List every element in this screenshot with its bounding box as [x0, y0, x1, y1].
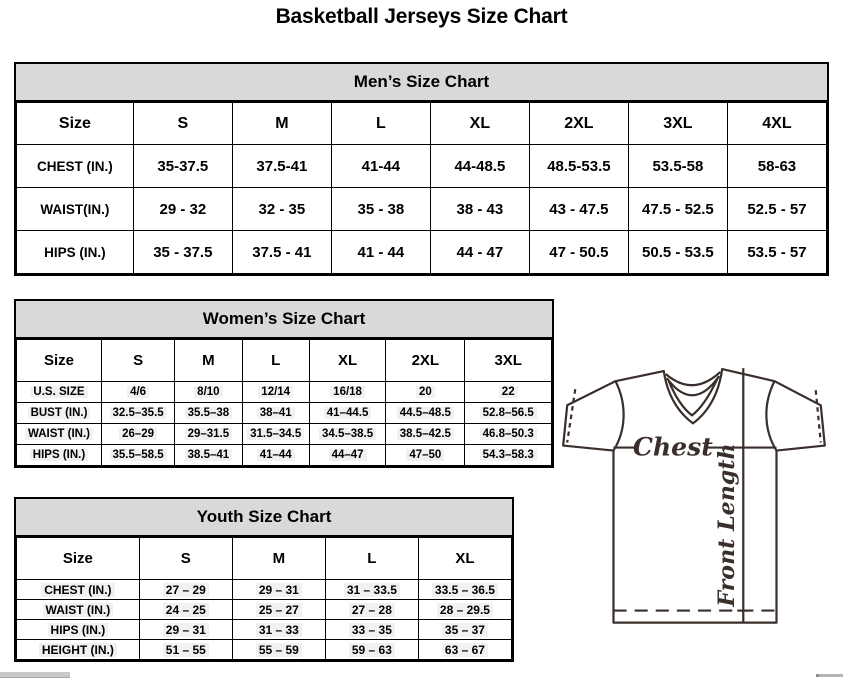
row-label: HIPS (IN.)	[17, 445, 102, 466]
size-header-row	[17, 538, 512, 580]
size-header-row	[17, 340, 552, 382]
value-cell: 32.5–35.5	[101, 403, 174, 424]
table-row	[17, 188, 827, 231]
value-cell: 31.5–34.5	[242, 424, 309, 445]
row-label: HIPS (IN.)	[17, 231, 134, 274]
size-header-row	[17, 103, 827, 145]
value-cell: 44–47	[309, 445, 385, 466]
mens-size-table	[16, 102, 827, 274]
value-cell: 4/6	[101, 382, 174, 403]
table-row	[17, 600, 512, 620]
value-cell: 35 - 38	[331, 188, 430, 231]
value-cell: 46.8–50.3	[465, 424, 552, 445]
row-label: BUST (IN.)	[17, 403, 102, 424]
value-cell: 41–44	[242, 445, 309, 466]
value-cell: 38.5–41	[175, 445, 242, 466]
page-title: Basketball Jerseys Size Chart	[275, 5, 568, 28]
value-cell: 35 - 37.5	[133, 231, 232, 274]
value-cell: 29 – 31	[139, 620, 232, 640]
value-cell: 35.5–58.5	[101, 445, 174, 466]
value-cell: 50.5 - 53.5	[628, 231, 727, 274]
value-cell: 16/18	[309, 382, 385, 403]
value-cell: 44 - 47	[430, 231, 529, 274]
womens-size-table	[16, 339, 552, 466]
row-label: HIPS (IN.)	[17, 620, 140, 640]
jersey-outline	[563, 369, 825, 623]
value-cell: 33 – 35	[325, 620, 418, 640]
col-header: M	[232, 538, 325, 580]
col-header: S	[133, 103, 232, 145]
value-cell: 35 – 37	[418, 620, 511, 640]
value-cell: 41-44	[331, 145, 430, 188]
value-cell: 38.5–42.5	[386, 424, 465, 445]
value-cell: 28 – 29.5	[418, 600, 511, 620]
value-cell: 12/14	[242, 382, 309, 403]
value-cell: 53.5-58	[628, 145, 727, 188]
col-header: L	[331, 103, 430, 145]
table-row	[17, 620, 512, 640]
youth-chart-title: Youth Size Chart	[16, 499, 512, 537]
value-cell: 31 – 33.5	[325, 580, 418, 600]
col-header: Size	[17, 340, 102, 382]
value-cell: 53.5 - 57	[727, 231, 826, 274]
col-header: Size	[17, 103, 134, 145]
value-cell: 37.5-41	[232, 145, 331, 188]
col-header: M	[175, 340, 242, 382]
col-header: L	[242, 340, 309, 382]
youth-size-table	[16, 537, 512, 660]
value-cell: 38–41	[242, 403, 309, 424]
col-header: Size	[17, 538, 140, 580]
col-header: 4XL	[727, 103, 826, 145]
value-cell: 52.8–56.5	[465, 403, 552, 424]
value-cell: 26–29	[101, 424, 174, 445]
table-row	[17, 382, 552, 403]
value-cell: 31 – 33	[232, 620, 325, 640]
row-label: WAIST (IN.)	[17, 424, 102, 445]
value-cell: 35-37.5	[133, 145, 232, 188]
row-label: WAIST(IN.)	[17, 188, 134, 231]
row-label: U.S. SIZE	[17, 382, 102, 403]
col-header: S	[139, 538, 232, 580]
col-header: 2XL	[529, 103, 628, 145]
jersey-measurement-diagram	[551, 357, 843, 679]
value-cell: 8/10	[175, 382, 242, 403]
scrollbar-thumb-left[interactable]	[0, 672, 70, 678]
table-row	[17, 231, 827, 274]
womens-chart-title: Women’s Size Chart	[16, 301, 552, 339]
scrollbar-thumb-right[interactable]	[816, 674, 843, 677]
value-cell: 37.5 - 41	[232, 231, 331, 274]
col-header: M	[232, 103, 331, 145]
mens-size-chart	[14, 62, 829, 276]
value-cell: 55 – 59	[232, 640, 325, 660]
value-cell: 22	[465, 382, 552, 403]
value-cell: 29 - 32	[133, 188, 232, 231]
col-header: XL	[418, 538, 511, 580]
row-label: CHEST (IN.)	[17, 580, 140, 600]
col-header: XL	[430, 103, 529, 145]
value-cell: 35.5–38	[175, 403, 242, 424]
row-label: CHEST (IN.)	[17, 145, 134, 188]
womens-size-chart	[14, 299, 554, 468]
value-cell: 41–44.5	[309, 403, 385, 424]
value-cell: 27 – 28	[325, 600, 418, 620]
value-cell: 51 – 55	[139, 640, 232, 660]
collar-ribbing-icon	[666, 372, 720, 385]
value-cell: 38 - 43	[430, 188, 529, 231]
value-cell: 58-63	[727, 145, 826, 188]
value-cell: 29–31.5	[175, 424, 242, 445]
value-cell: 29 – 31	[232, 580, 325, 600]
col-header: XL	[309, 340, 385, 382]
value-cell: 47 - 50.5	[529, 231, 628, 274]
value-cell: 33.5 – 36.5	[418, 580, 511, 600]
col-header: 3XL	[628, 103, 727, 145]
value-cell: 41 - 44	[331, 231, 430, 274]
table-row	[17, 403, 552, 424]
col-header: S	[101, 340, 174, 382]
value-cell: 47–50	[386, 445, 465, 466]
value-cell: 63 – 67	[418, 640, 511, 660]
value-cell: 43 - 47.5	[529, 188, 628, 231]
table-row	[17, 640, 512, 660]
col-header: L	[325, 538, 418, 580]
value-cell: 47.5 - 52.5	[628, 188, 727, 231]
value-cell: 34.5–38.5	[309, 424, 385, 445]
value-cell: 52.5 - 57	[727, 188, 826, 231]
value-cell: 25 – 27	[232, 600, 325, 620]
table-row	[17, 424, 552, 445]
table-row	[17, 445, 552, 466]
table-row	[17, 145, 827, 188]
youth-size-chart	[14, 497, 514, 662]
row-label: WAIST (IN.)	[17, 600, 140, 620]
value-cell: 20	[386, 382, 465, 403]
front-length-label: Front Length	[714, 443, 741, 607]
mens-chart-title: Men’s Size Chart	[16, 64, 827, 102]
value-cell: 59 – 63	[325, 640, 418, 660]
value-cell: 44.5–48.5	[386, 403, 465, 424]
col-header: 2XL	[386, 340, 465, 382]
col-header: 3XL	[465, 340, 552, 382]
value-cell: 32 - 35	[232, 188, 331, 231]
row-label: HEIGHT (IN.)	[17, 640, 140, 660]
value-cell: 48.5-53.5	[529, 145, 628, 188]
chest-label: Chest	[632, 431, 713, 462]
value-cell: 54.3–58.3	[465, 445, 552, 466]
value-cell: 44-48.5	[430, 145, 529, 188]
value-cell: 24 – 25	[139, 600, 232, 620]
table-row	[17, 580, 512, 600]
value-cell: 27 – 29	[139, 580, 232, 600]
